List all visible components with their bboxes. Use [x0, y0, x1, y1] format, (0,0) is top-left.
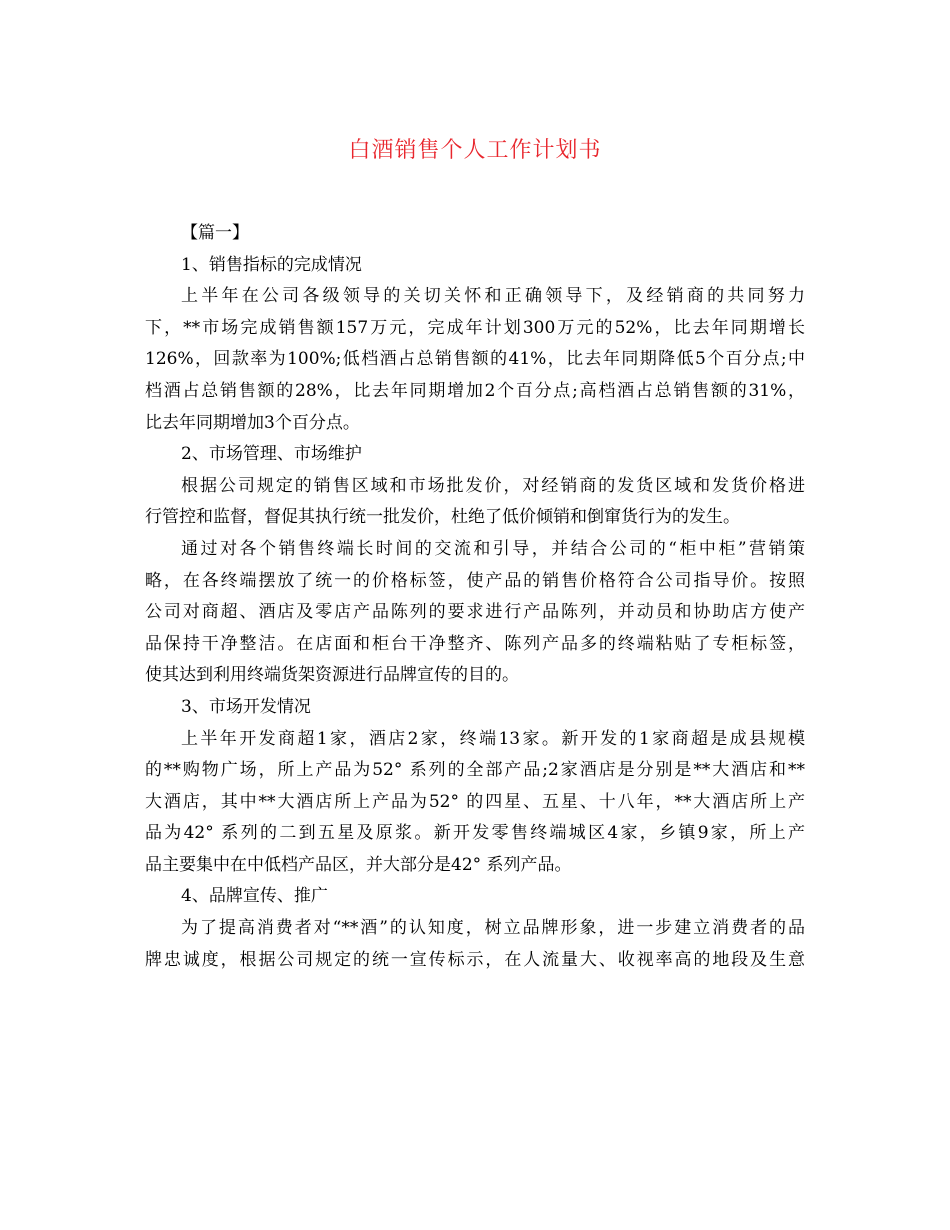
document-body	[145, 218, 805, 976]
paragraph-line: 大酒店，其中**大酒店所上产品为52° 的四星、五星、十八年，**大酒店所上产	[145, 791, 805, 812]
paragraph-line: 根据公司规定的销售区域和市场批发价，对经销商的发货区域和发货价格进	[181, 475, 805, 496]
section-heading: 2、市场管理、市场维护	[181, 444, 362, 465]
paragraph-line: 的**购物广场，所上产品为52° 系列的全部产品;2家酒店是分别是**大酒店和**	[145, 760, 805, 781]
paragraph-line: 品为42° 系列的二到五星及原浆。新开发零售终端城区4家，乡镇9家，所上产	[145, 823, 805, 844]
paragraph-line: 比去年同期增加3个百分点。	[145, 412, 360, 433]
paragraph-line: 通过对各个销售终端长时间的交流和引导，并结合公司的“柜中柜”营销策	[181, 538, 805, 559]
paragraph-line: 下，**市场完成销售额157万元，完成年计划300万元的52%，比去年同期增长	[145, 317, 805, 338]
section-heading: 4、品牌宣传、推广	[181, 886, 328, 907]
paragraph-line: 上半年在公司各级领导的关切关怀和正确领导下，及经销商的共同努力	[181, 286, 805, 307]
document-title: 白酒销售个人工作计划书	[348, 138, 602, 163]
paragraph-line: 品保持干净整洁。在店面和柜台干净整齐、陈列产品多的终端粘贴了专柜标签，	[145, 633, 805, 654]
paragraph-line: 上半年开发商超1家，酒店2家，终端13家。新开发的1家商超是成县规模	[181, 728, 805, 749]
paragraph-line: 牌忠诚度，根据公司规定的统一宣传标示，在人流量大、收视率高的地段及生意	[145, 949, 805, 970]
paragraph-line: 公司对商超、酒店及零店产品陈列的要求进行产品陈列，并动员和协助店方使产	[145, 602, 805, 623]
section-label: 【篇一】	[181, 223, 249, 243]
paragraph-line: 品主要集中在中低档产品区，并大部分是42° 系列产品。	[145, 854, 572, 875]
paragraph-line: 行管控和监督，督促其执行统一批发价，杜绝了低价倾销和倒窜货行为的发生。	[145, 507, 740, 528]
section-heading: 3、市场开发情况	[181, 696, 311, 717]
paragraph-line: 126%，回款率为100%;低档酒占总销售额的41%，比去年同期降低5个百分点;中	[145, 349, 805, 370]
paragraph-line: 为了提高消费者对“**酒”的认知度，树立品牌形象，进一步建立消费者的品	[181, 918, 805, 939]
paragraph-line: 略，在各终端摆放了统一的价格标签，使产品的销售价格符合公司指导价。按照	[145, 570, 805, 591]
paragraph-line: 档酒占总销售额的28%，比去年同期增加2个百分点;高档酒占总销售额的31%，	[145, 380, 805, 401]
paragraph-line: 使其达到利用终端货架资源进行品牌宣传的目的。	[145, 665, 519, 686]
section-heading: 1、销售指标的完成情况	[181, 254, 362, 275]
